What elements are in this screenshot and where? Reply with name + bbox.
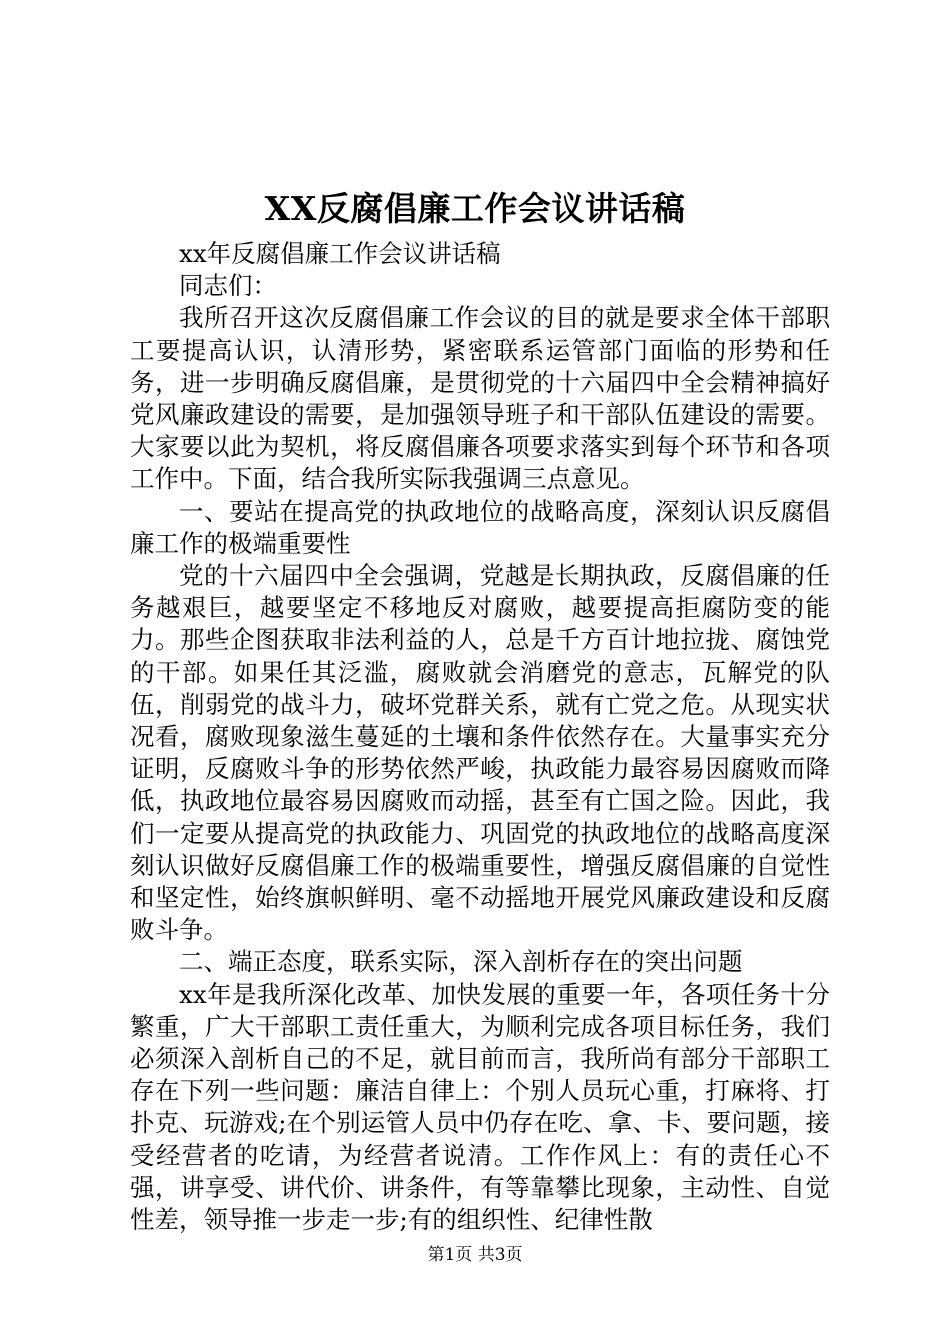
document-title: XX反腐倡廉工作会议讲话稿 [264,189,686,228]
intro-paragraph: 我所召开这次反腐倡廉工作会议的目的就是要求全体干部职工要提高认识，认清形势，紧密联系运管部门面临的形势和任务，进一步明确反腐倡廉，是贯彻党的十六届四中全会精神搞好党风廉政建设的需要，是加强领导班子和干部队伍建设的需要。大家要以此为契机，将反腐倡廉各项要求落实到每个环节和各项工作中。下面，结合我所实际我强调三点意见。 [130,303,830,494]
section-paragraph-1: 党的十六届四中全会强调，党越是长期执政，反腐倡廉的任务越艰巨，越要坚定不移地反对腐败，越要提高拒腐防变的能力。那些企图获取非法利益的人，总是千方百计地拉拢、腐蚀党的干部。如果任其泛滥，腐败就会消磨党的意志，瓦解党的队伍，削弱党的战斗力，破坏党群关系，就有亡党之危。从现实状况看，腐败现象滋生蔓延的土壤和条件依然存在。大量事实充分证明，反腐败斗争的形势依然严峻，执政能力最容易因腐败而降低，执政地位最容易因腐败而动摇，甚至有亡国之险。因此，我们一定要从提高党的执政能力、巩固党的执政地位的战略高度深刻认识做好反腐倡廉工作的极端重要性，增强反腐倡廉的自觉性和坚定性，始终旗帜鲜明、毫不动摇地开展党风廉政建设和反腐败斗争。 [130,561,830,945]
subtitle-paragraph: xx年反腐倡廉工作会议讲话稿 [179,239,501,268]
page-number-footer: 第1页 共3页 [427,1245,523,1265]
salutation-paragraph: 同志们： [179,271,277,301]
document-body [130,238,830,1236]
section-heading-2: 二、端正态度，联系实际，深入剖析存在的突出问题 [179,947,743,977]
section-paragraph-2: xx年是我所深化改革、加快发展的重要一年，各项任务十分繁重，广大干部职工责任重大，为顺利完成各项目标任务，我们必须深入剖析自己的不足，就目前而言，我所尚有部分干部职工存在下列一些问题：廉洁自律上：个别人员玩心重，打麻将、打扑克、玩游戏;在个别运管人员中仍存在吃、拿、卡、要问题，接受经营者的吃请，为经营者说清。工作作风上：有的责任心不强，讲享受、讲代价、讲条件，有等靠攀比现象，主动性、自觉性差，领导推一步走一步;有的组织性、纪律性散 [130,979,830,1235]
section-heading-1: 一、要站在提高党的执政地位的战略高度，深刻认识反腐倡廉工作的极端重要性 [130,496,830,558]
